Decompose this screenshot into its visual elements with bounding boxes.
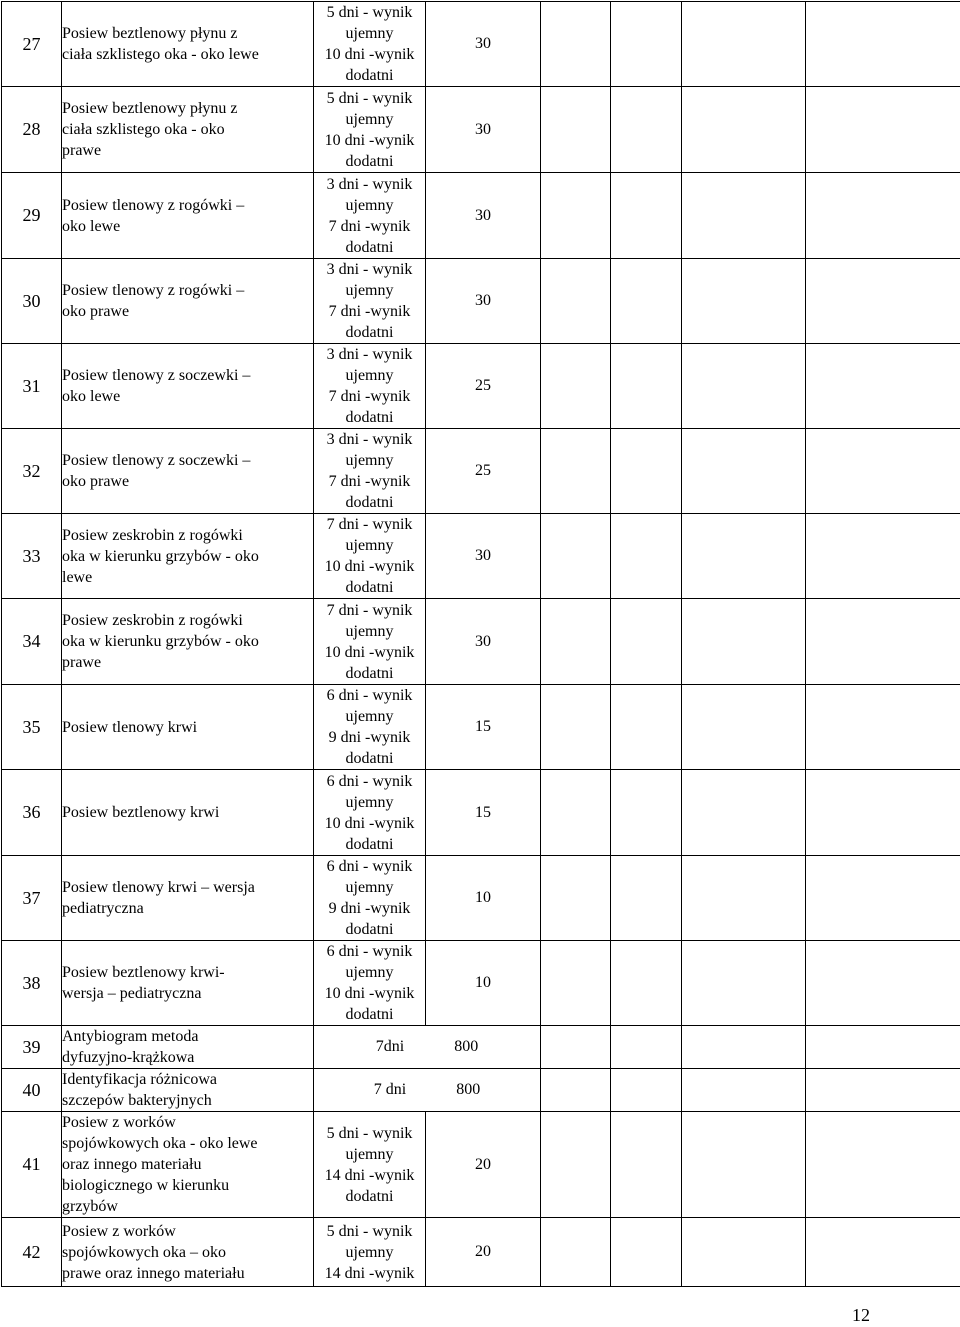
row-number: 42 [2, 1218, 62, 1287]
empty-cell [541, 344, 611, 429]
empty-cell [541, 173, 611, 259]
empty-cell [541, 1069, 611, 1112]
empty-cell [611, 856, 682, 941]
empty-cell [682, 1112, 806, 1218]
time-line: ujemny [345, 282, 394, 299]
description-line: prawe [62, 654, 102, 671]
row-number: 37 [2, 856, 62, 941]
empty-cell [541, 1218, 611, 1287]
table-row [2, 2, 960, 87]
time-line: 7 dni - wynik [326, 601, 413, 619]
empty-cell [541, 856, 611, 941]
service-description [62, 173, 314, 259]
description-line: oraz innego materiału [62, 1156, 202, 1173]
row-number: 32 [2, 429, 62, 514]
empty-cell [611, 1218, 682, 1287]
description-line: Posiew beztlenowy płynu z [62, 100, 238, 117]
time-line: ujemny [345, 537, 394, 554]
description-line: wersja – pediatryczna [62, 985, 202, 1002]
empty-cell [611, 685, 682, 770]
empty-cell [611, 344, 682, 429]
description-line: Posiew beztlenowy krwi [62, 804, 220, 821]
turnaround-time [314, 87, 426, 173]
service-description [62, 87, 314, 173]
service-description [62, 1112, 314, 1218]
time-line: ujemny [345, 367, 394, 384]
price: 20 [426, 1112, 541, 1218]
empty-cell [611, 941, 682, 1026]
price: 20 [426, 1218, 541, 1287]
table-row [2, 344, 960, 429]
description-line: spojówkowych oka - oko lewe [62, 1135, 258, 1152]
service-description [62, 941, 314, 1026]
turnaround-time [314, 429, 426, 514]
empty-cell [541, 1112, 611, 1218]
description-line: lewe [62, 568, 93, 586]
service-description [62, 856, 314, 941]
time-line: ujemny [345, 110, 394, 128]
empty-cell [541, 87, 611, 173]
description-line: Posiew tlenowy z soczewki – [62, 452, 251, 469]
time-line: 5 dni - wynik [326, 89, 413, 107]
table-row [2, 429, 960, 514]
empty-cell [806, 2, 960, 87]
description-line: Posiew z worków [62, 1222, 176, 1240]
description-line: pediatryczna [62, 900, 144, 917]
description-line: Posiew zeskrobin z rogówki [62, 612, 243, 629]
empty-cell [806, 770, 960, 856]
turnaround-time [314, 1218, 426, 1287]
service-description [62, 344, 314, 429]
price: 25 [426, 344, 541, 429]
turnaround-time [314, 514, 426, 599]
service-description [62, 1069, 314, 1112]
empty-cell [541, 2, 611, 87]
time-line: dodatni [345, 67, 394, 84]
description-line: dyfuzyjno-krążkowa [62, 1049, 195, 1066]
empty-cell [682, 173, 806, 259]
empty-cell [541, 770, 611, 856]
turnaround-time [314, 344, 426, 429]
description-line: oka w kierunku grzybów - oko [62, 633, 259, 650]
description-line: Identyfikacja różnicowa [62, 1071, 218, 1088]
table-row [2, 173, 960, 259]
time-line: ujemny [345, 25, 394, 42]
time-line: ujemny [345, 879, 394, 896]
description-line: Posiew beztlenowy krwi- [62, 964, 225, 981]
time-and-price [314, 1069, 541, 1112]
row-number: 31 [2, 344, 62, 429]
turnaround-time: 7 dni [373, 1081, 407, 1098]
time-line: 14 dni -wynik [324, 1166, 415, 1184]
turnaround-time [314, 173, 426, 259]
empty-cell [611, 599, 682, 685]
row-number: 29 [2, 173, 62, 259]
empty-cell [682, 2, 806, 87]
empty-cell [611, 87, 682, 173]
empty-cell [541, 685, 611, 770]
price: 800 [456, 1081, 481, 1098]
row-number: 28 [2, 87, 62, 173]
turnaround-time [314, 599, 426, 685]
time-line: 7 dni -wynik [328, 217, 411, 235]
description-line: grzybów [62, 1198, 118, 1215]
table-row [2, 599, 960, 685]
price: 30 [426, 87, 541, 173]
description-line: oko lewe [62, 217, 121, 235]
empty-cell [611, 770, 682, 856]
empty-cell [806, 1112, 960, 1218]
service-description [62, 770, 314, 856]
description-line: Posiew tlenowy z rogówki – [62, 282, 245, 299]
time-line: ujemny [345, 1145, 394, 1163]
price: 15 [426, 685, 541, 770]
description-line: oko lewe [62, 388, 121, 405]
time-line: 10 dni -wynik [324, 985, 415, 1002]
table-row [2, 259, 960, 344]
turnaround-time [314, 1112, 426, 1218]
time-line: 7 dni -wynik [328, 388, 411, 405]
price: 15 [426, 770, 541, 856]
table-row [2, 514, 960, 599]
time-line: 6 dni - wynik [326, 858, 413, 875]
price: 800 [454, 1038, 479, 1055]
time-line: 9 dni -wynik [328, 900, 411, 917]
description-line: Posiew tlenowy krwi [62, 718, 198, 736]
description-line: oka w kierunku grzybów - oko [62, 547, 259, 565]
table-row [2, 1112, 960, 1218]
empty-cell [682, 87, 806, 173]
empty-cell [682, 941, 806, 1026]
description-line: ciała szklistego oka - oko lewe [62, 46, 259, 63]
empty-cell [541, 514, 611, 599]
time-line: dodatni [345, 750, 394, 767]
empty-cell [682, 599, 806, 685]
service-description [62, 2, 314, 87]
description-line: Posiew zeskrobin z rogówki [62, 526, 243, 544]
row-number: 30 [2, 259, 62, 344]
empty-cell [541, 941, 611, 1026]
time-line: 5 dni - wynik [326, 1222, 413, 1240]
turnaround-time [314, 259, 426, 344]
empty-cell [682, 1026, 806, 1069]
empty-cell [682, 259, 806, 344]
empty-cell [806, 1069, 960, 1112]
empty-cell [682, 685, 806, 770]
time-line: 10 dni -wynik [324, 558, 415, 575]
row-number: 27 [2, 2, 62, 87]
row-number: 40 [2, 1069, 62, 1112]
service-description [62, 1218, 314, 1287]
time-line: ujemny [345, 452, 394, 469]
row-number: 33 [2, 514, 62, 599]
time-line: dodatni [345, 1187, 394, 1205]
time-line: 14 dni -wynik [324, 1264, 415, 1282]
empty-cell [806, 173, 960, 259]
service-description [62, 1026, 314, 1069]
time-line: ujemny [345, 793, 394, 811]
time-line: dodatni [345, 494, 394, 511]
empty-cell [806, 87, 960, 173]
description-line: Posiew tlenowy z soczewki – [62, 367, 251, 384]
time-line: ujemny [345, 1243, 394, 1261]
time-line: 10 dni -wynik [324, 814, 415, 832]
time-line: 6 dni - wynik [326, 943, 413, 960]
description-line: szczepów bakteryjnych [62, 1092, 212, 1109]
description-line: Antybiogram metoda [62, 1028, 199, 1045]
time-line: 5 dni - wynik [326, 4, 413, 21]
description-line: Posiew z worków [62, 1114, 176, 1131]
time-line: 6 dni - wynik [326, 772, 413, 790]
time-line: dodatni [345, 324, 394, 341]
turnaround-time [314, 941, 426, 1026]
empty-cell [682, 1218, 806, 1287]
empty-cell [806, 259, 960, 344]
time-line: 10 dni -wynik [324, 643, 415, 661]
service-description [62, 685, 314, 770]
row-number: 36 [2, 770, 62, 856]
empty-cell [611, 514, 682, 599]
empty-cell [806, 856, 960, 941]
turnaround-time [314, 685, 426, 770]
empty-cell [806, 514, 960, 599]
empty-cell [611, 2, 682, 87]
time-line: dodatni [345, 579, 394, 596]
empty-cell [806, 344, 960, 429]
empty-cell [611, 1069, 682, 1112]
table-body [2, 2, 960, 1287]
empty-cell [541, 429, 611, 514]
table-row [2, 770, 960, 856]
description-line: oko prawe [62, 303, 130, 320]
time-line: dodatni [345, 409, 394, 426]
row-number: 39 [2, 1026, 62, 1069]
time-line: dodatni [345, 835, 394, 853]
row-number: 34 [2, 599, 62, 685]
price: 25 [426, 429, 541, 514]
row-number: 38 [2, 941, 62, 1026]
description-line: prawe oraz innego materiału [62, 1264, 245, 1282]
time-line: dodatni [345, 238, 394, 256]
time-line: dodatni [345, 1006, 394, 1023]
price: 30 [426, 514, 541, 599]
table-row [2, 1026, 960, 1069]
turnaround-time [314, 770, 426, 856]
empty-cell [611, 1112, 682, 1218]
time-line: 7 dni -wynik [328, 473, 411, 490]
row-number: 35 [2, 685, 62, 770]
service-description [62, 514, 314, 599]
service-description [62, 259, 314, 344]
table-row [2, 941, 960, 1026]
empty-cell [682, 429, 806, 514]
empty-cell [806, 1026, 960, 1069]
description-line: biologicznego w kierunku [62, 1177, 230, 1194]
turnaround-time [314, 856, 426, 941]
lab-services-table [1, 1, 960, 1287]
time-line: 9 dni -wynik [328, 729, 411, 746]
table-row [2, 1069, 960, 1112]
service-description [62, 599, 314, 685]
time-line: 3 dni - wynik [326, 261, 413, 278]
empty-cell [806, 941, 960, 1026]
time-line: 3 dni - wynik [326, 346, 413, 363]
table-row [2, 1218, 960, 1287]
table-row [2, 685, 960, 770]
empty-cell [611, 259, 682, 344]
empty-cell [806, 1218, 960, 1287]
empty-cell [682, 344, 806, 429]
description-line: Posiew tlenowy z rogówki – [62, 196, 245, 214]
description-line: ciała szklistego oka - oko [62, 121, 225, 138]
price: 30 [426, 173, 541, 259]
price: 10 [426, 856, 541, 941]
time-line: 3 dni - wynik [326, 431, 413, 448]
description-line: Posiew beztlenowy płynu z [62, 25, 238, 42]
time-line: 3 dni - wynik [326, 175, 413, 193]
time-line: 5 dni - wynik [326, 1124, 413, 1142]
price: 30 [426, 2, 541, 87]
empty-cell [611, 429, 682, 514]
time-line: 10 dni -wynik [324, 131, 415, 149]
empty-cell [611, 1026, 682, 1069]
table-row [2, 856, 960, 941]
turnaround-time: 7dni [375, 1038, 405, 1055]
empty-cell [541, 259, 611, 344]
time-line: dodatni [345, 664, 394, 682]
empty-cell [806, 599, 960, 685]
turnaround-time [314, 2, 426, 87]
empty-cell [611, 173, 682, 259]
description-line: Posiew tlenowy krwi – wersja [62, 879, 255, 896]
time-line: ujemny [345, 964, 394, 981]
time-line: 7 dni -wynik [328, 303, 411, 320]
empty-cell [541, 599, 611, 685]
empty-cell [682, 856, 806, 941]
empty-cell [682, 514, 806, 599]
time-line: ujemny [345, 622, 394, 640]
description-line: oko prawe [62, 473, 130, 490]
empty-cell [806, 429, 960, 514]
time-line: ujemny [345, 708, 394, 725]
service-description [62, 429, 314, 514]
page-number: 12 [852, 1305, 870, 1325]
time-line: ujemny [345, 196, 394, 214]
table-row [2, 87, 960, 173]
price: 30 [426, 599, 541, 685]
price: 30 [426, 259, 541, 344]
time-line: 6 dni - wynik [326, 687, 413, 704]
time-line: dodatni [345, 921, 394, 938]
empty-cell [682, 770, 806, 856]
row-number: 41 [2, 1112, 62, 1218]
empty-cell [541, 1026, 611, 1069]
empty-cell [806, 685, 960, 770]
time-line: 10 dni -wynik [324, 46, 415, 63]
time-line: dodatni [345, 152, 394, 170]
description-line: prawe [62, 142, 102, 159]
time-and-price [314, 1026, 541, 1069]
description-line: spojówkowych oka – oko [62, 1243, 226, 1261]
empty-cell [682, 1069, 806, 1112]
time-line: 7 dni - wynik [326, 516, 413, 533]
price: 10 [426, 941, 541, 1026]
